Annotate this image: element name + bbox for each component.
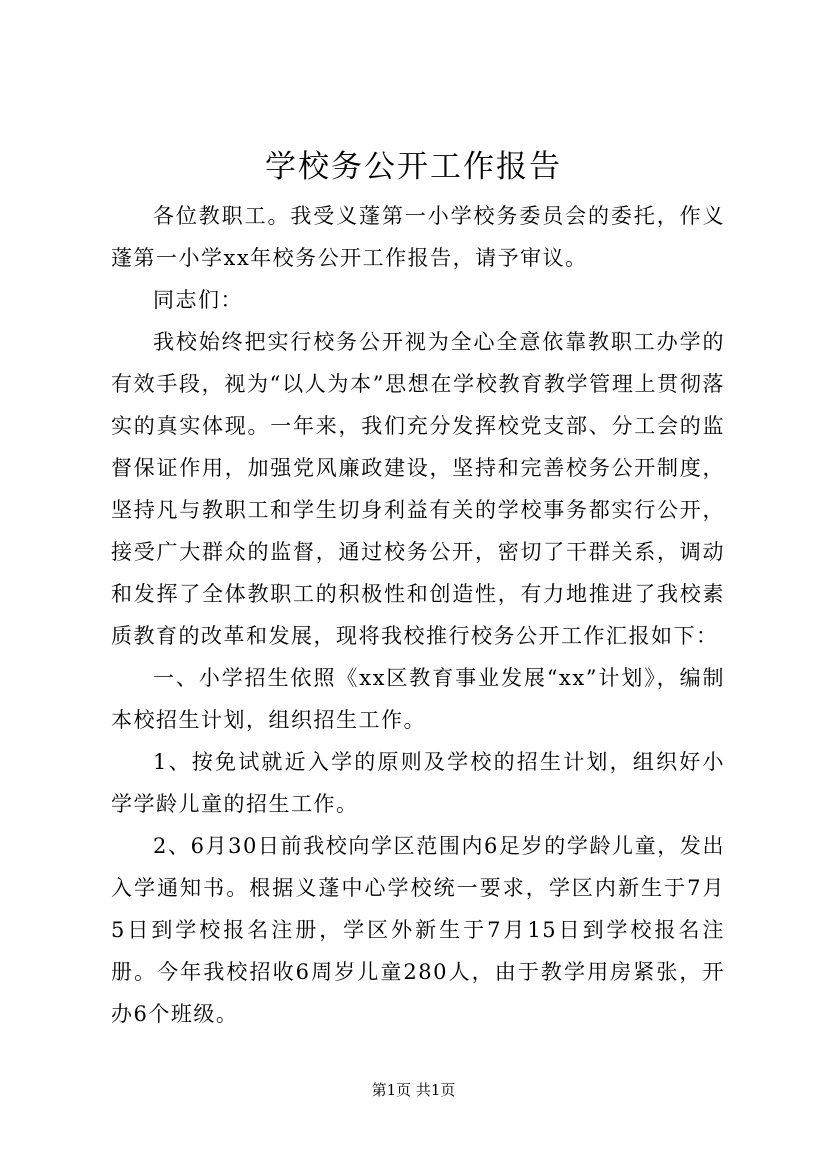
paragraph-intro: 我校始终把实行校务公开视为全心全意依靠教职工办学的有效手段，视为“以人为本”思想在学校教育教学管理上贯彻落实的真实体现。一年来，我们充分发挥校党支部、分工会的监督保证作用，加强党风廉政建设，坚持和完善校务公开制度，坚持凡与教职工和学生切身利益有关的学校事务都实行公开，接受广大群众的监督，通过校务公开，密切了干群关系，调动和发挥了全体教职工的积极性和创造性，有力地推进了我校素质教育的改革和发展，现将我校推行校务公开工作汇报如下： — [111, 330, 725, 648]
paragraph-greeting: 各位教职工。我受义蓬第一小学校务委员会的委托，作义蓬第一小学xx年校务公开工作报告，请予审议。 — [111, 204, 725, 270]
paragraph-salutation: 同志们： — [153, 288, 243, 312]
document-body — [111, 195, 725, 1035]
document-title: 学校务公开工作报告 — [265, 149, 562, 185]
page-footer: 第1页 共1页 — [371, 1081, 456, 1099]
paragraph-item-2: 2、6月30日前我校向学区范围内6足岁的学龄儿童，发出入学通知书。根据义蓬中心学校统一要求，学区内新生于7月5日到学校报名注册，学区外新生于7月15日到学校报名注册。今年我校招收6周岁儿童280人，由于教学用房紧张，开办6个班级。 — [111, 834, 725, 1026]
paragraph-section-1: 一、小学招生依照《xx区教育事业发展“xx”计划》，编制本校招生计划，组织招生工作。 — [111, 666, 725, 732]
paragraph-item-1: 1、按免试就近入学的原则及学校的招生计划，组织好小学学龄儿童的招生工作。 — [111, 750, 725, 816]
